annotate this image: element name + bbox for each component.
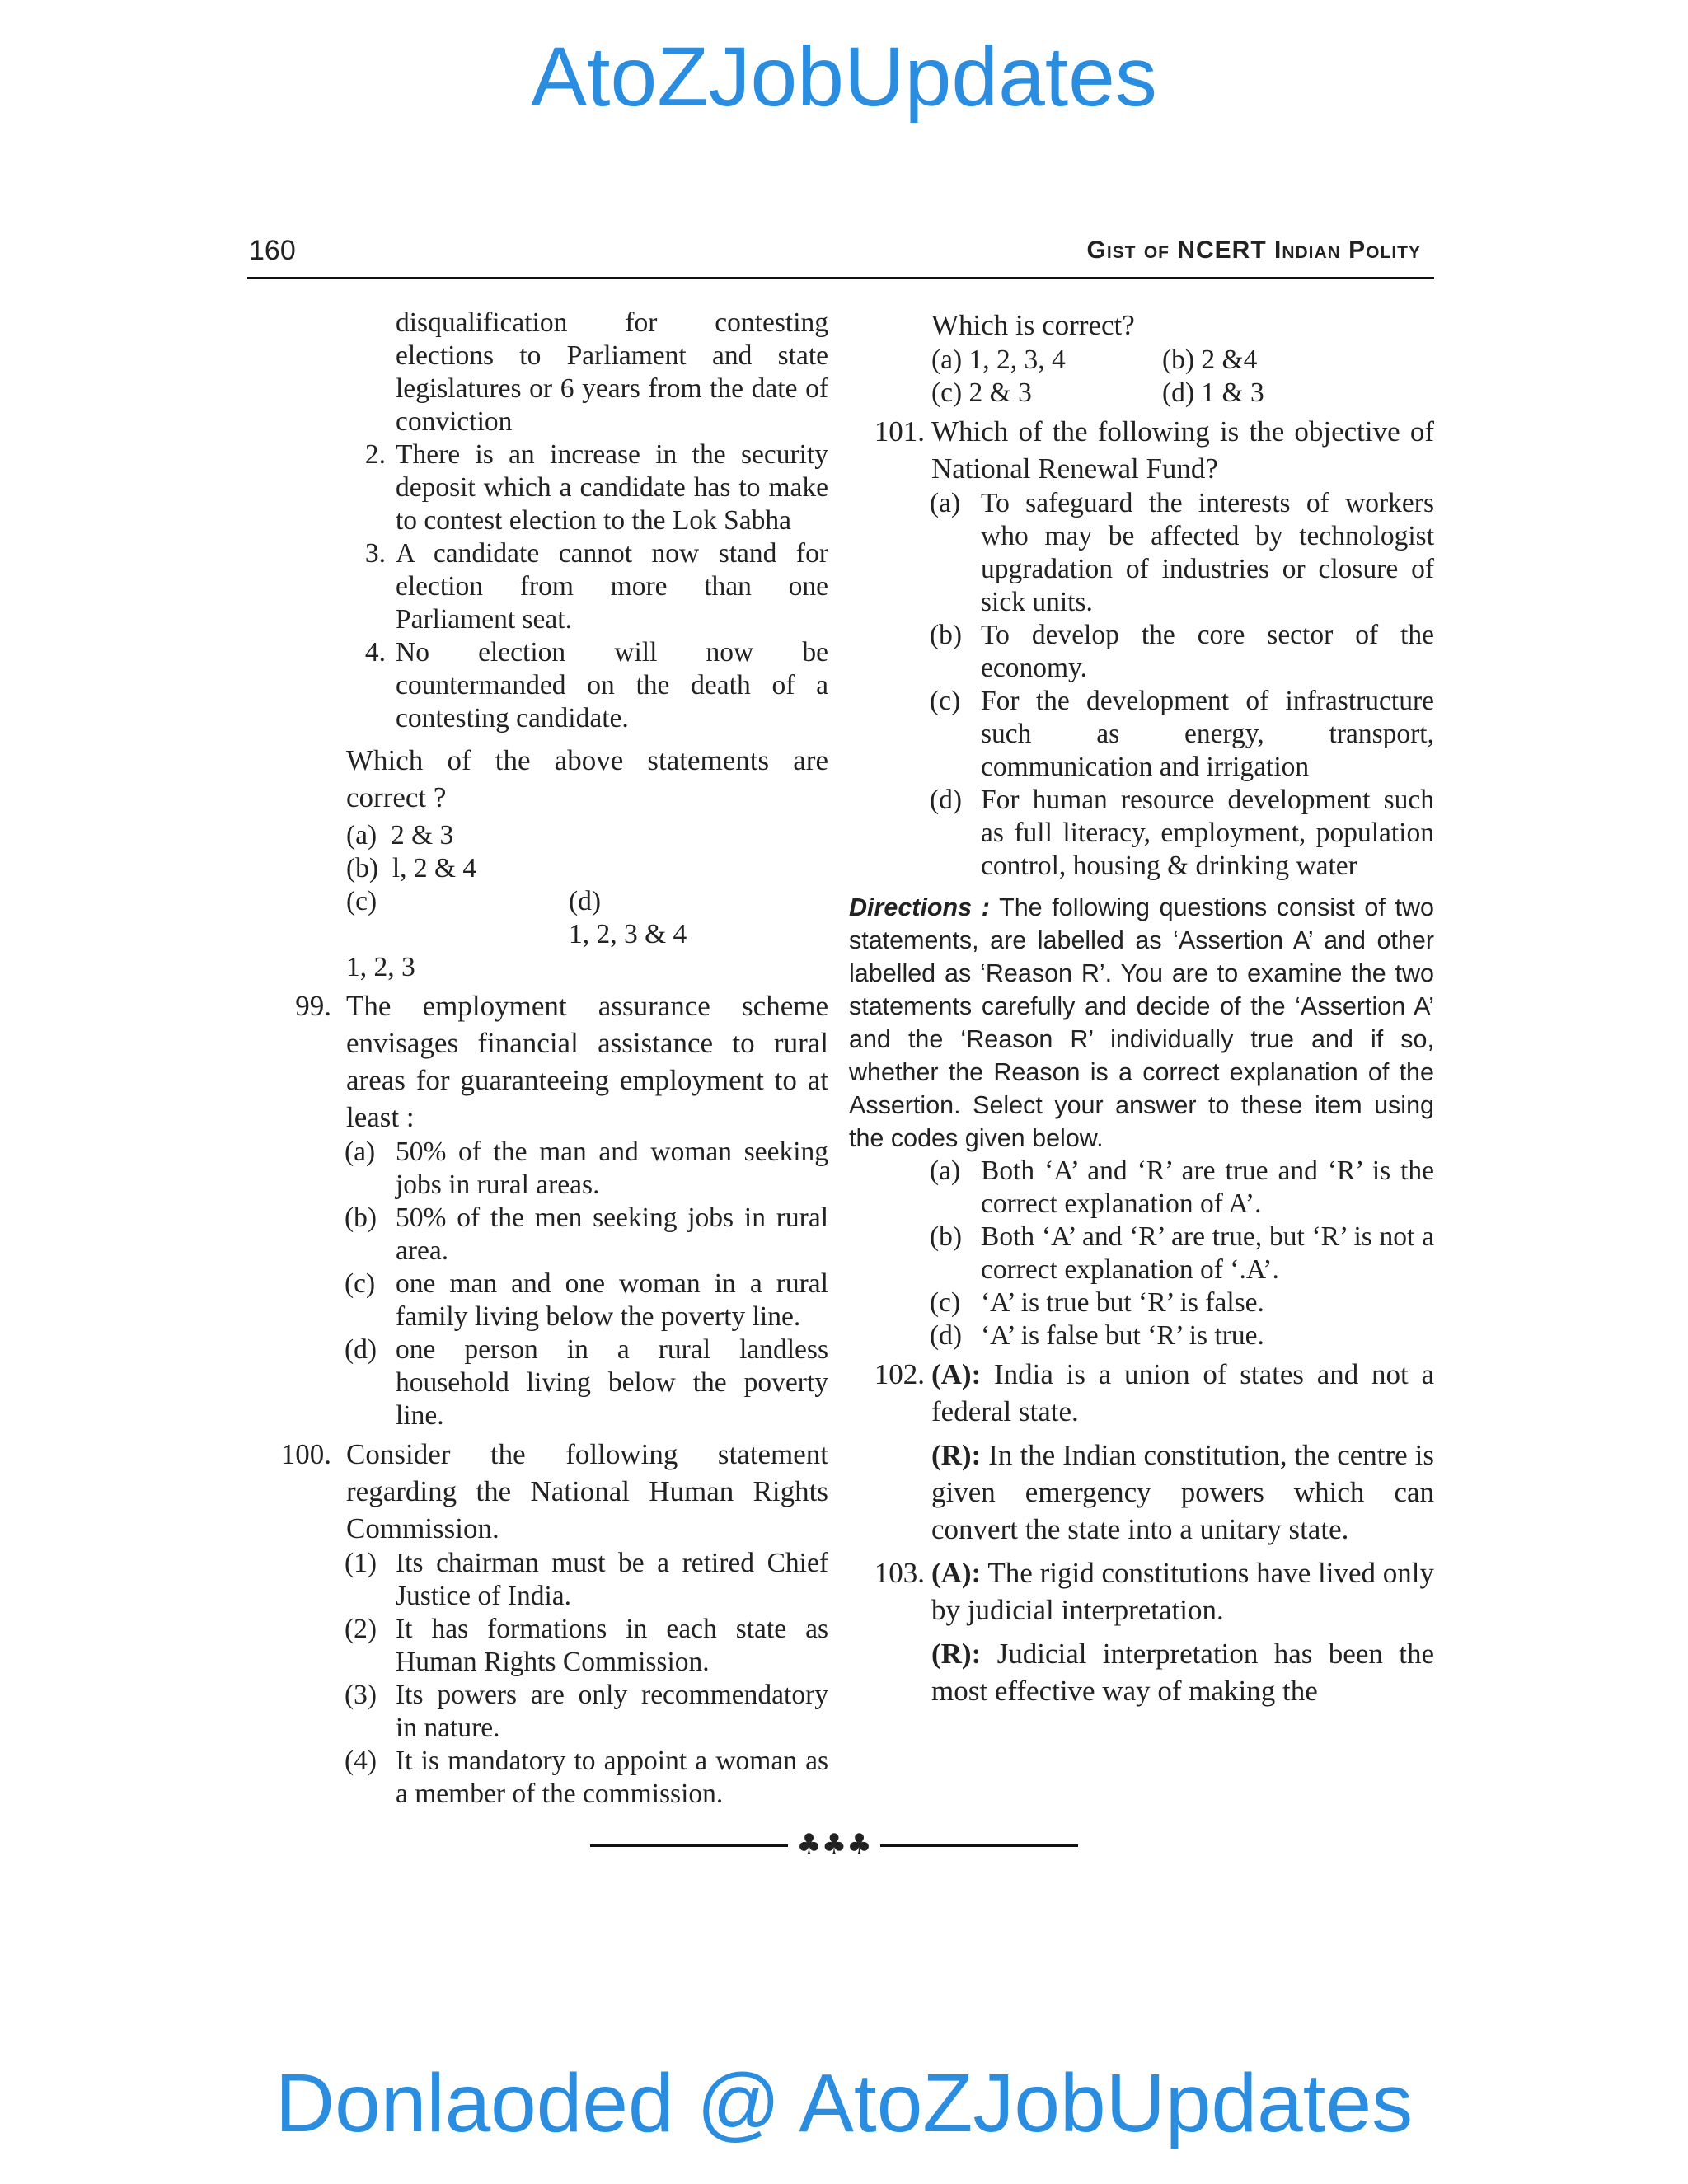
option-a: (a) 2 & 3 [346, 820, 454, 851]
left-column [256, 307, 828, 1811]
question-99: 99. The employment assurance scheme envisages financial assistance to rural areas for guaranteeing employment to at least : [295, 990, 828, 1133]
continued-statement: disqualification for contesting elections to Parliament and state legislatures or 6 years from the date of conviction [396, 307, 828, 437]
option-c: (c) 2 & 3 [931, 377, 1032, 408]
ornament-rule-right [880, 1844, 1078, 1847]
statement-item: (3) Its powers are only recommendatory in nature. [345, 1680, 828, 1743]
option: (c) For the development of infrastructure such as energy, transport, communication and irrigation [930, 686, 1434, 782]
watermark-top: AtoZJobUpdates [531, 30, 1157, 124]
option: (b) To develop the core sector of the economy. [930, 620, 1434, 683]
end-ornament [0, 1828, 1688, 1861]
option-b: (b) l, 2 & 4 [346, 853, 477, 883]
option: (a) 50% of the man and woman seeking jobs in rural areas. [345, 1137, 828, 1200]
option-cd-row: (c) 1, 2, 3 (d) 1, 2, 3 & 4 [346, 886, 687, 982]
page-number: 160 [249, 235, 296, 266]
option-a: (a) 1, 2, 3, 4 [931, 344, 1066, 375]
directions: Directions : The following questions consist of two statements, are labelled as ‘Assertion A’ and other labelled as ‘Reason R’. You are to examine the two statements carefully and decide of the ‘Assertion A’ and the ‘Reason R’ individually true and if so, whether the Reason is a correct explanation of the Assertion. Select your answer to these item using the codes given below. [849, 893, 1434, 1152]
statement-item: 3. A candidate cannot now stand for election from more than one Parliament seat. [364, 538, 828, 635]
book-title: Gist of NCERT Indian Polity [1086, 237, 1421, 264]
statement-item: 4. No election will now be countermanded on the death of a contesting candidate. [364, 637, 828, 733]
option-b: (b) 2 &4 [1162, 344, 1258, 375]
question-stem: Which is correct? [931, 309, 1135, 341]
answer-code: (a) Both ‘A’ and ‘R’ are true and ‘R’ is the correct explanation of A’. [930, 1155, 1434, 1219]
answer-code: (c) ‘A’ is true but ‘R’ is false. [930, 1287, 1264, 1318]
right-column [849, 307, 1434, 1709]
reason-102: (R): In the Indian constitution, the centre is given emergency powers which can convert the state into a unitary state. [931, 1439, 1434, 1545]
statement-item: 2. There is an increase in the security deposit which a candidate has to make to contest election to the Lok Sabha [364, 439, 828, 536]
question-102: 102. (A): India is a union of states and not a federal state. [874, 1358, 1434, 1427]
ornament-rule-left [590, 1844, 788, 1847]
question-stem: Which of the above statements are correct ? [346, 744, 828, 813]
option: (c) one man and one woman in a rural family living below the poverty line. [345, 1268, 828, 1332]
page-header [247, 232, 1434, 269]
option: (a) To safeguard the interests of workers who may be affected by technologist upgradation of industries or closure of sick units. [930, 488, 1434, 617]
reason-103: (R): Judicial interpretation has been the most effective way of making the [931, 1638, 1434, 1707]
answer-code: (d) ‘A’ is false but ‘R’ is true. [930, 1320, 1264, 1351]
question-100: 100. Consider the following statement regarding the National Human Rights Commission. [280, 1438, 828, 1544]
q98-options [256, 819, 828, 984]
option: (b) 50% of the men seeking jobs in rural area. [345, 1202, 828, 1266]
question-101: 101. Which of the following is the objective of National Renewal Fund? [874, 415, 1434, 485]
statement-item: (4) It is mandatory to appoint a woman as a member of the commission. [345, 1746, 828, 1809]
answer-code: (b) Both ‘A’ and ‘R’ are true, but ‘R’ is not a correct explanation of ‘.A’. [930, 1221, 1434, 1285]
q100-options [849, 344, 1434, 410]
option: (d) one person in a rural landless household living below the poverty line. [345, 1334, 828, 1431]
watermark-bottom: Donlaoded @ AtoZJobUpdates [274, 2057, 1414, 2149]
option: (d) For human resource development such as full literacy, employment, population control, housing & drinking water [930, 785, 1434, 881]
header-rule [247, 277, 1434, 279]
club-icon: ♣♣♣ [796, 1828, 872, 1861]
statement-item: (1) Its chairman must be a retired Chief Justice of India. [345, 1548, 828, 1611]
option-d: (d) 1 & 3 [1162, 377, 1264, 408]
statement-item: (2) It has formations in each state as Human Rights Commission. [345, 1614, 828, 1677]
question-103: 103. (A): The rigid constitutions have lived only by judicial interpretation. [874, 1557, 1434, 1626]
